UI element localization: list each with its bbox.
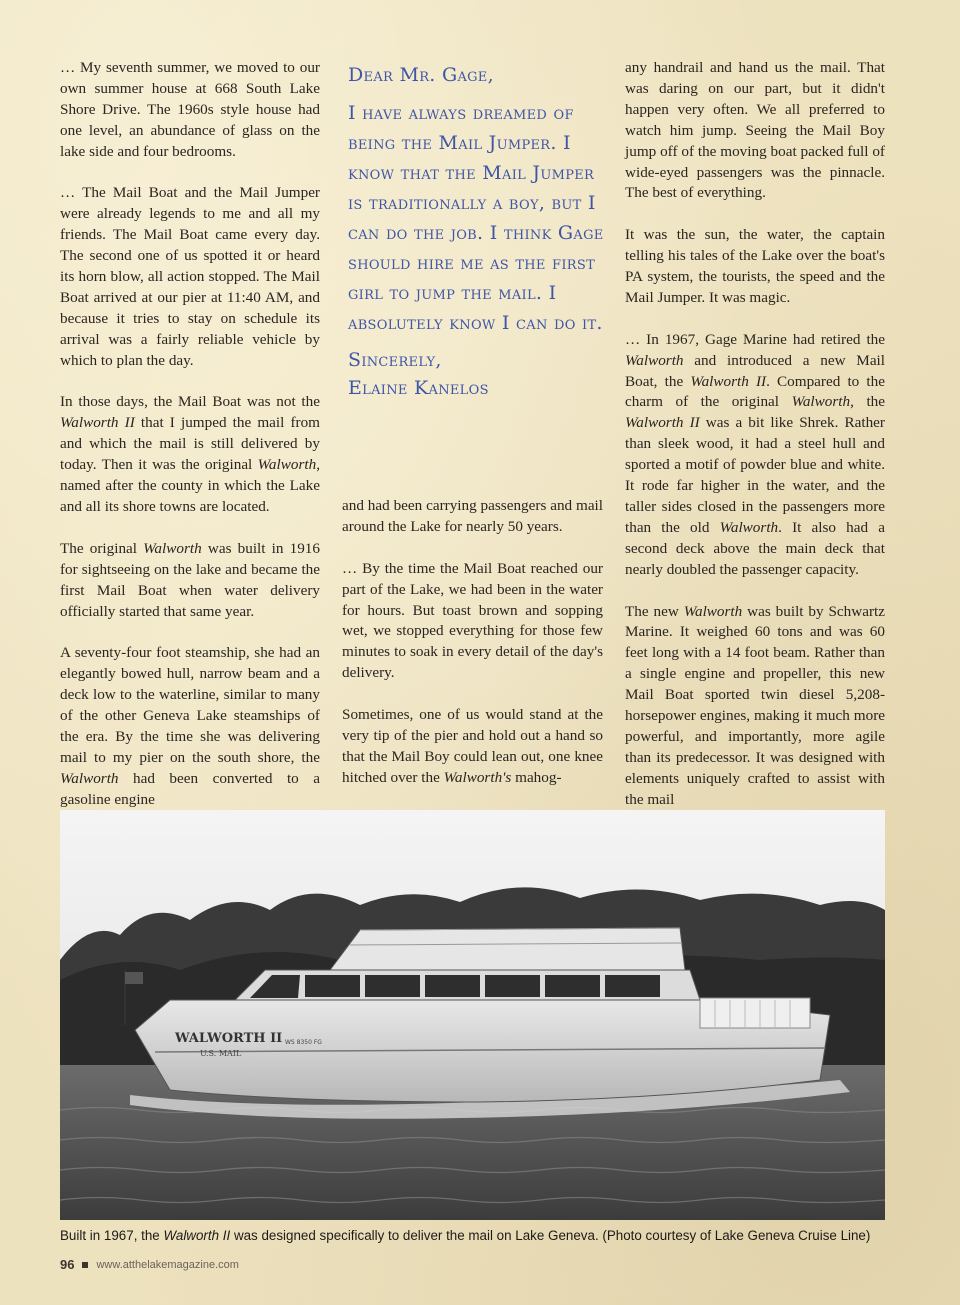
paragraph bbox=[342, 705, 603, 789]
flag bbox=[125, 972, 143, 984]
text-run: that I jumped the mail from and which the mail is still delivered by today. Then it was the original bbox=[60, 414, 320, 474]
article-column-2 bbox=[342, 496, 603, 810]
text-run: The original bbox=[60, 539, 144, 557]
caption-text: Built in 1967, the bbox=[60, 1228, 164, 1243]
letter-closing: Sincerely, bbox=[348, 349, 442, 371]
text-run: . Compared to the charm of the original bbox=[625, 372, 885, 411]
text-run: and introduced a new Mail Boat, the bbox=[625, 351, 885, 390]
boat-name: Walworth II bbox=[625, 414, 700, 432]
magazine-url: www.atthelakemagazine.com bbox=[96, 1258, 239, 1271]
text-run: . It also had a second deck above the main deck that nearly doubled the passenger capacity. bbox=[625, 518, 886, 578]
boat-name: Walworth bbox=[60, 769, 119, 787]
text-run: had been converted to a gasoline engine bbox=[60, 769, 320, 808]
boat-name: Walworth bbox=[625, 351, 684, 369]
paragraph bbox=[625, 602, 885, 811]
boat-name: Walworth's bbox=[443, 768, 512, 786]
text-run: A seventy-four foot steamship, she had an elegantly bowed hull, narrow beam and a deck low to the waterline, similar to many of the other Geneva Lake steamships of the era. By the time she was delivering mail to my pier on the south shore, the bbox=[60, 644, 320, 766]
article-column-3 bbox=[625, 58, 885, 831]
boat-name: Walworth bbox=[257, 456, 317, 474]
hull-mail-text: U.S. MAIL bbox=[200, 1049, 242, 1058]
photo-caption bbox=[60, 1228, 900, 1243]
paragraph bbox=[60, 539, 320, 623]
aft-deck-rail bbox=[700, 998, 810, 1028]
paragraph: any handrail and hand us the mail. That was daring on our part, but it didn't happen very often. We all preferred to watch him jump. Seeing the Mail Boy jump off of the moving boat packed full of wide-eyed passengers was the pinnacle. The best of everything. bbox=[625, 59, 885, 202]
paragraph: … The Mail Boat and the Mail Jumper were already legends to me and all my friends. The Mail Boat came every day. The second one of us spotted it or heard its horn blow, all action stopped. The Mail Boat arrived at our pier at 11:40 AM, and because it tries to stay on schedule its arrival was a fairly reliable vehicle by which to plan the day. bbox=[60, 184, 320, 369]
boat-name: Walworth II bbox=[60, 414, 135, 432]
paragraph bbox=[60, 643, 320, 810]
hull-name-text: WALWORTH II bbox=[175, 1031, 283, 1046]
paragraph: and had been carrying passengers and mail around the Lake for nearly 50 years. bbox=[342, 497, 603, 535]
letter-greeting: Dear Mr. Gage, bbox=[348, 64, 494, 86]
boat-name: Walworth bbox=[791, 393, 851, 411]
upper-deck bbox=[330, 928, 685, 970]
boat-name: Walworth II bbox=[690, 372, 767, 390]
paragraph bbox=[60, 392, 320, 517]
text-run: … In 1967, Gage Marine had retired the bbox=[625, 330, 885, 348]
text-run: mahog- bbox=[511, 768, 562, 786]
text-run: Sometimes, one of us would stand at the very tip of the pier and hold out a hand so that the Mail Boy could lean out, one knee hitched over the bbox=[342, 706, 603, 786]
square-bullet-icon bbox=[82, 1262, 88, 1268]
text-run: , the bbox=[850, 393, 886, 411]
page-number: 96 bbox=[60, 1257, 75, 1272]
letter-body: I have always dreamed of being the Mail Jumper. I know that the Mail Jumper is traditionally a boy, but I can do the job. I think Gage should hire me as the first girl to jump the mail. I absolutely know I can do it. bbox=[348, 102, 604, 334]
boat-illustration bbox=[60, 810, 885, 1220]
paragraph: … By the time the Mail Boat reached our part of the Lake, we had been in the water for hours. But toast brown and sopping wet, we stopped everything for those few minutes to soak in every detail of the day's delivery. bbox=[342, 559, 603, 682]
text-run: , named after the county in which the Lake and all its shore towns are located. bbox=[60, 456, 320, 515]
article-column-1 bbox=[60, 58, 320, 831]
paragraph bbox=[625, 330, 885, 581]
text-run: was a bit like Shrek. Rather than sleek wood, it had a steel hull and sported a motif of powder blue and white. It rode far higher in the water, and the taller sides closed in the passengers more than the old bbox=[625, 414, 885, 536]
hull-registration-text: WS 8350 FG bbox=[285, 1039, 322, 1046]
text-run: In those days, the Mail Boat was not the bbox=[60, 393, 320, 411]
letter-signature: Elaine Kanelos bbox=[348, 377, 489, 399]
paragraph: … My seventh summer, we moved to our own summer house at 668 South Lake Shore Drive. The 1960s style house had one level, an abundance of glass on the lake side and four bedrooms. bbox=[60, 59, 320, 160]
boat-name: Walworth bbox=[719, 518, 779, 536]
boat-name: Walworth bbox=[143, 539, 202, 557]
boat-name: Walworth bbox=[683, 602, 743, 620]
page-footer bbox=[60, 1257, 239, 1272]
caption-text: was designed specifically to deliver the mail on Lake Geneva. (Photo courtesy of Lake Geneva Cruise Line) bbox=[230, 1228, 871, 1243]
cabin-windows bbox=[250, 975, 660, 998]
text-run: The new bbox=[625, 602, 684, 620]
walworth-ii-photo bbox=[60, 810, 885, 1220]
text-run: was built in 1916 for sightseeing on the lake and became the first Mail Boat when water delivery officially started that same year. bbox=[60, 539, 320, 620]
paragraph: It was the sun, the water, the captain telling his tales of the Lake over the boat's PA system, the tourists, the speed and the Mail Jumper. It was magic. bbox=[625, 226, 885, 306]
caption-boat-name: Walworth II bbox=[163, 1228, 231, 1243]
letter-to-mr-gage bbox=[348, 60, 604, 402]
text-run: was built by Schwartz Marine. It weighed 60 tons and was 60 feet long with a 14 foot beam. Rather than a single engine and propeller, this new Mail Boat sported twin diesel 5,208-horsepower engines, making it much more powerful, and importantly, more agile than its predecessor. It was designed with elements uniquely crafted to assist with the mail bbox=[625, 602, 885, 808]
